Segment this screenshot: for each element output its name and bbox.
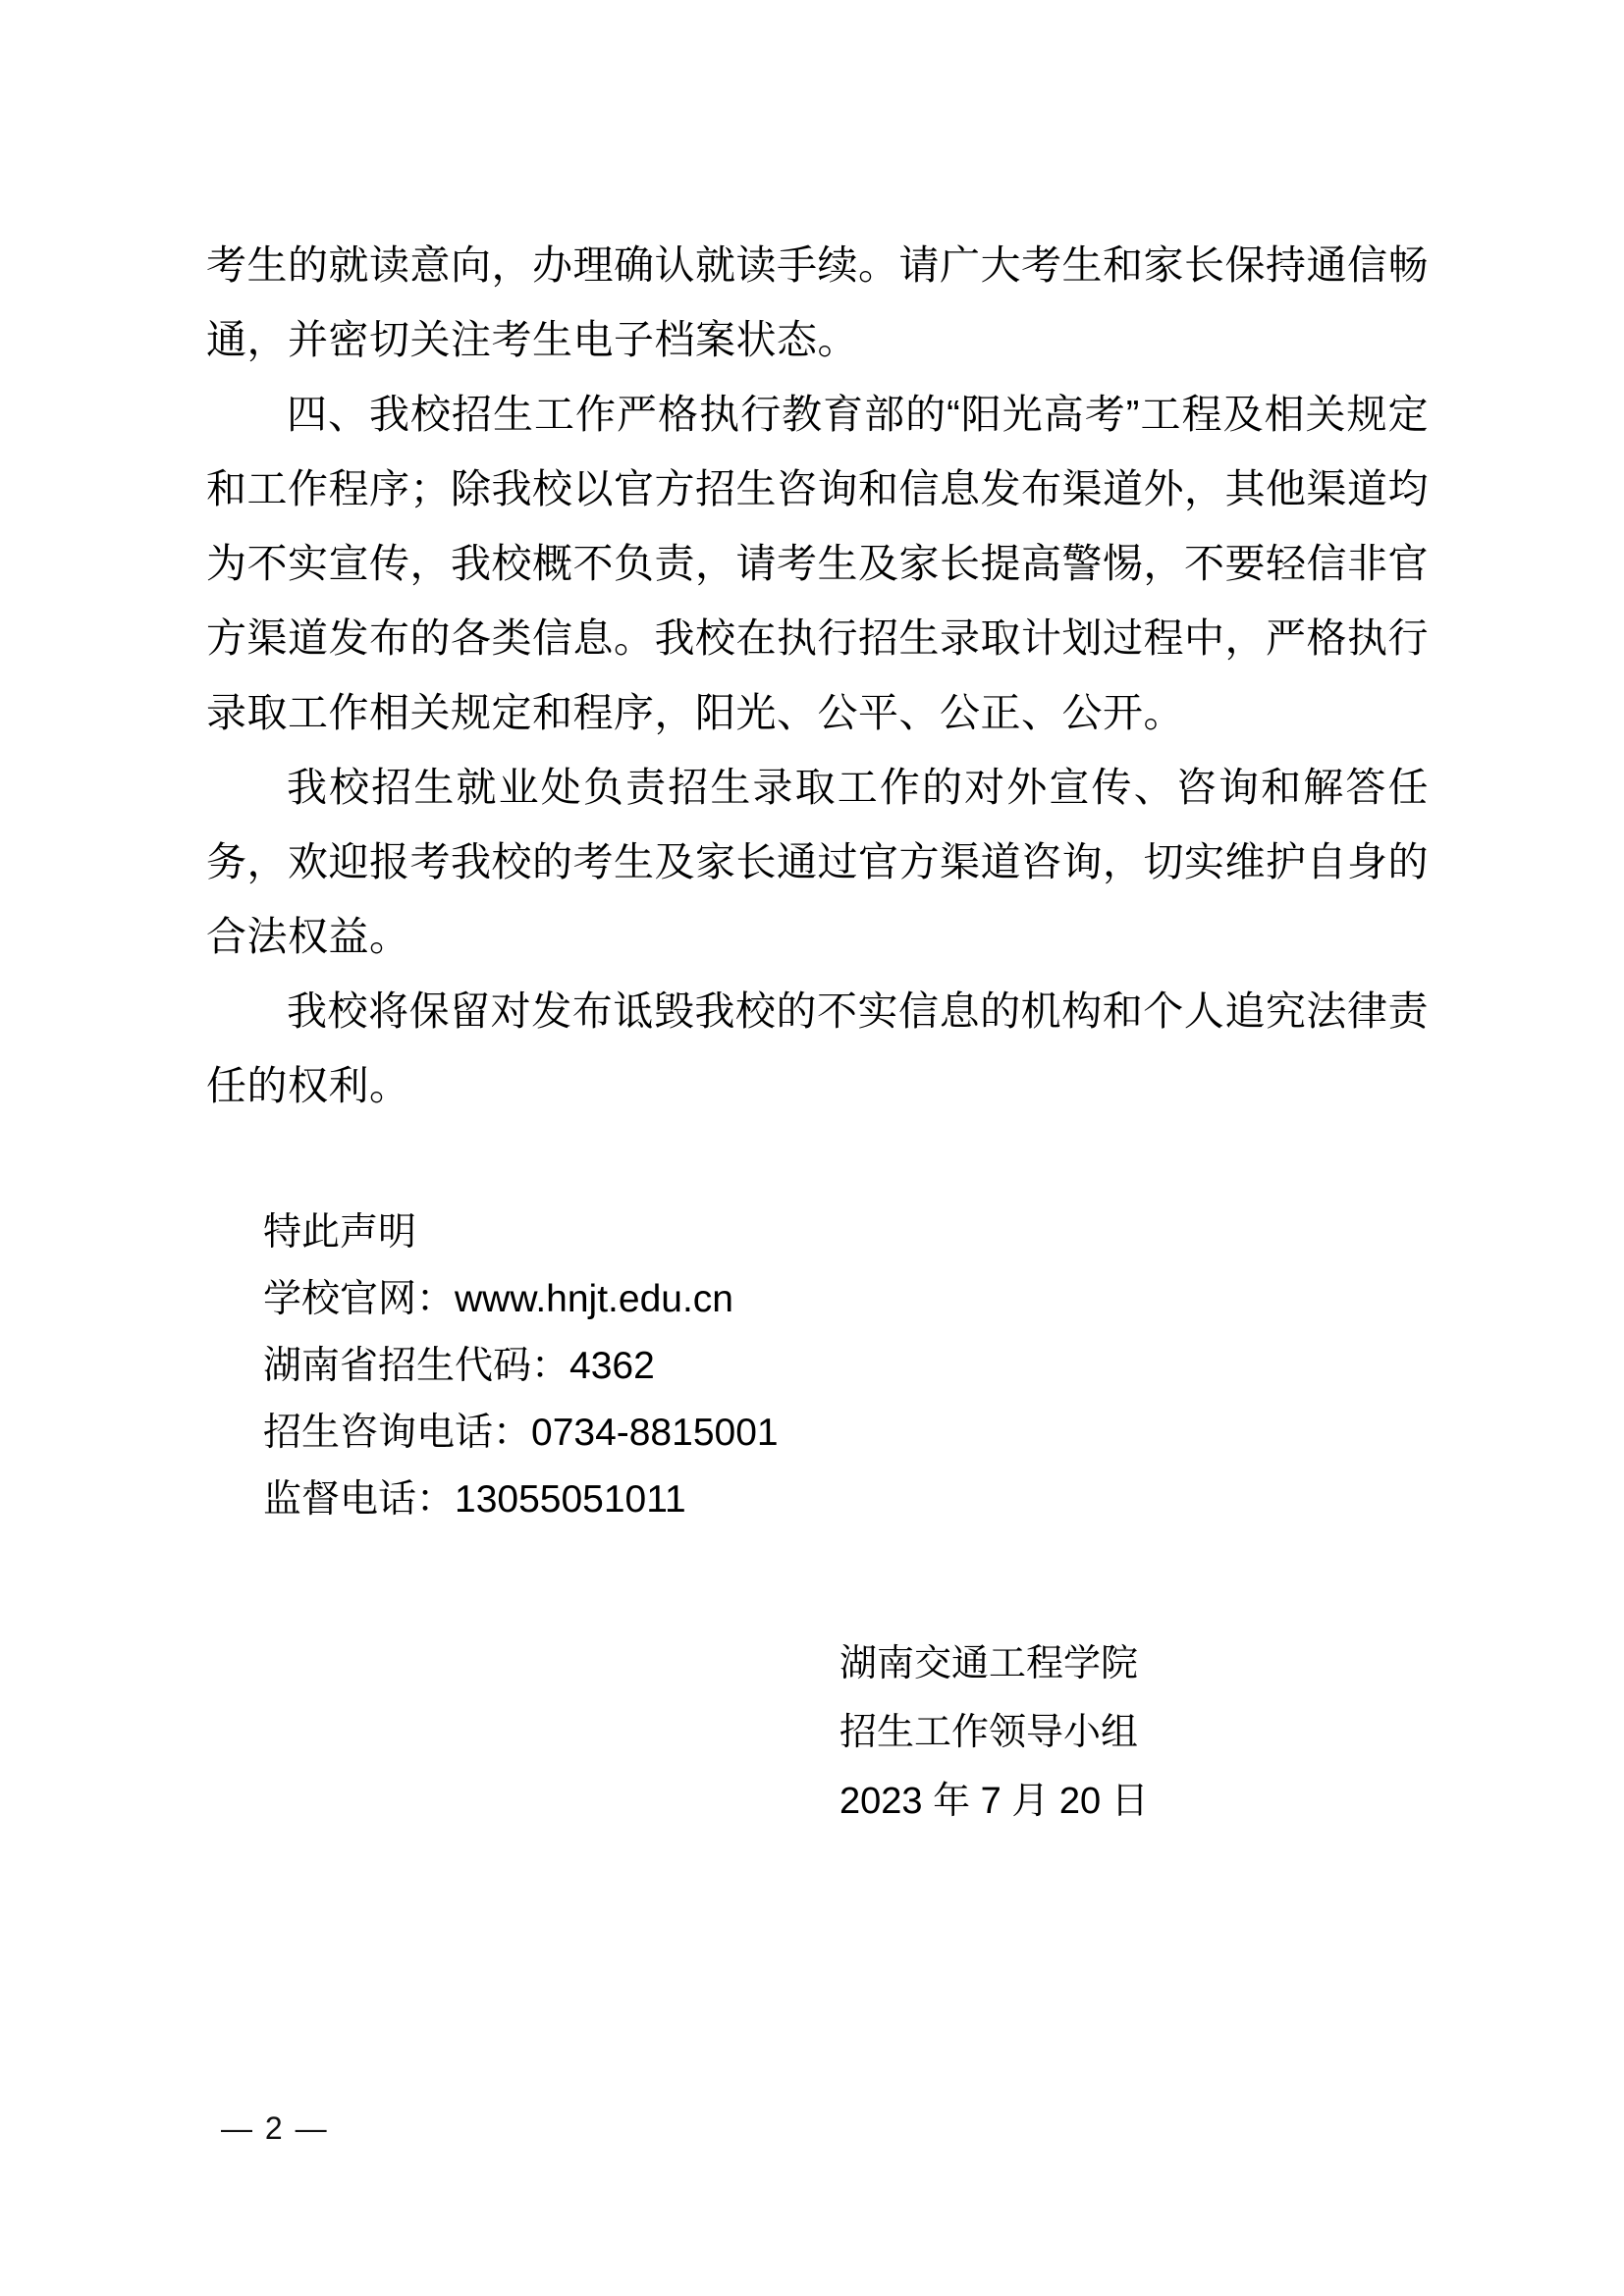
admission-phone-line: 招生咨询电话：0734-8815001 [263, 1412, 779, 1454]
signature-date: 2023 年 7 月 20 日 [839, 1781, 1149, 1822]
school-website-line: 学校官网：www.hnjt.edu.cn [263, 1278, 733, 1320]
statement-line: 特此声明 [263, 1211, 417, 1254]
signature-group: 招生工作领导小组 [839, 1712, 1139, 1753]
contact-info-block [263, 1200, 1343, 1533]
signature-institution: 湖南交通工程学院 [839, 1643, 1139, 1684]
document-body [206, 228, 1429, 1123]
paragraph-legal-rights: 我校将保留对发布诋毁我校的不实信息的机构和个人追究法律责任的权利。 [206, 988, 1429, 1108]
supervision-phone-line: 监督电话：13055051011 [263, 1478, 686, 1521]
paragraph-continuation: 考生的就读意向，办理确认就读手续。请广大考生和家长保持通信畅通，并密切关注考生电子档案状态。 [206, 242, 1429, 362]
paragraph-section-four: 四、我校招生工作严格执行教育部的“阳光高考”工程及相关规定和工作程序；除我校以官方招生咨询和信息发布渠道外，其他渠道均为不实宣传，我校概不负责，请考生及家长提高警惕，不要轻信非官方渠道发布的各类信息。我校在执行招生录取计划过程中，严格执行录取工作相关规定和程序，阳光、公平、公正、公开。 [206, 392, 1429, 735]
signature-block [839, 1629, 1389, 1836]
page-number: — 2 — [221, 2110, 329, 2146]
admission-code-line: 湖南省招生代码：4362 [263, 1345, 655, 1387]
paragraph-admissions-office: 我校招生就业处负责招生录取工作的对外宣传、咨询和解答任务，欢迎报考我校的考生及家长通过官方渠道咨询，切实维护自身的合法权益。 [206, 765, 1429, 959]
